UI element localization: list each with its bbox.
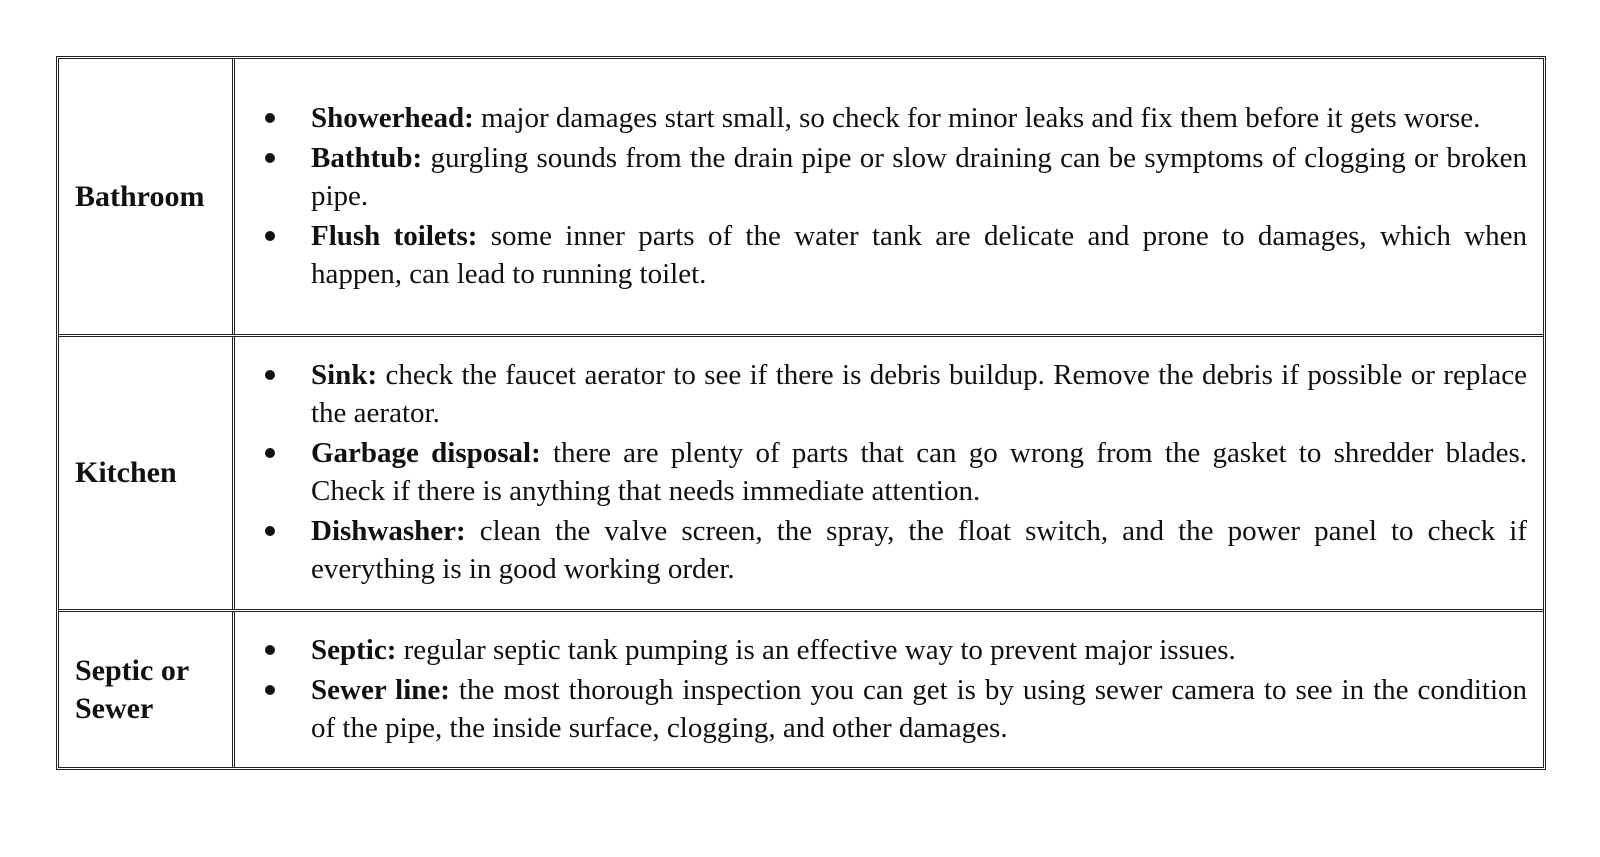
bullet-icon (265, 685, 275, 695)
item-text: major damages start small, so check for minor leaks and fix them before it gets worse. (473, 101, 1481, 134)
row-content-septic-sewer (235, 612, 1543, 767)
list-item (255, 139, 1527, 215)
item-text: check the faucet aerator to see if there is debris buildup. Remove the debris if possible or replace the aerator. (311, 359, 1527, 429)
item-text: some inner parts of the water tank are delicate and prone to damages, which when happen, can lead to running toilet. (311, 219, 1527, 290)
list-item (255, 356, 1527, 432)
list-item (255, 631, 1527, 669)
item-term: Showerhead: (311, 101, 474, 134)
bullet-icon (265, 645, 275, 655)
bullet-list (255, 356, 1527, 590)
item-text: clean the valve screen, the spray, the float switch, and the power panel to check if everything is in good working order. (311, 515, 1527, 585)
bullet-icon (265, 231, 275, 241)
item-text: the most thorough inspection you can get is by using sewer camera to see in the condition of the pipe, the inside surface, clogging, and other damages. (311, 673, 1528, 744)
item-term: Flush toilets: (311, 219, 478, 252)
table-row-septic-sewer (59, 609, 1543, 767)
row-content-kitchen (235, 337, 1543, 609)
list-item (255, 434, 1527, 510)
table-row-kitchen (59, 334, 1543, 609)
item-term: Dishwasher: (311, 515, 466, 547)
item-term: Sewer line: (311, 673, 450, 706)
item-term: Septic: (311, 633, 397, 666)
row-label-line: Septic or (75, 653, 190, 687)
list-item (255, 99, 1527, 137)
item-term: Bathtub: (311, 141, 423, 174)
list-item (255, 671, 1527, 747)
item-text: regular septic tank pumping is an effective way to prevent major issues. (396, 633, 1236, 666)
bullet-icon (265, 113, 275, 123)
bullet-list (255, 99, 1527, 295)
list-item (255, 217, 1527, 293)
table-row-bathroom (59, 59, 1543, 334)
row-label-line: Sewer (75, 691, 154, 725)
bullet-icon (265, 448, 275, 458)
bullet-icon (265, 153, 275, 163)
row-label-bathroom: Bathroom (59, 59, 235, 334)
bullet-icon (265, 370, 275, 380)
row-content-bathroom (235, 59, 1543, 334)
item-text: there are plenty of parts that can go wrong from the gasket to shredder blades. Check if there is anything that needs immediate attention. (311, 437, 1528, 507)
list-item (255, 512, 1527, 588)
row-label-kitchen: Kitchen (59, 337, 235, 609)
maintenance-table (56, 56, 1546, 770)
item-term: Garbage disposal: (311, 437, 541, 469)
item-term: Sink: (311, 359, 378, 391)
bullet-icon (265, 526, 275, 536)
row-label-septic-sewer (59, 612, 235, 767)
item-text: gurgling sounds from the drain pipe or slow draining can be symptoms of clogging or broken pipe. (311, 141, 1527, 212)
bullet-list (255, 631, 1527, 749)
